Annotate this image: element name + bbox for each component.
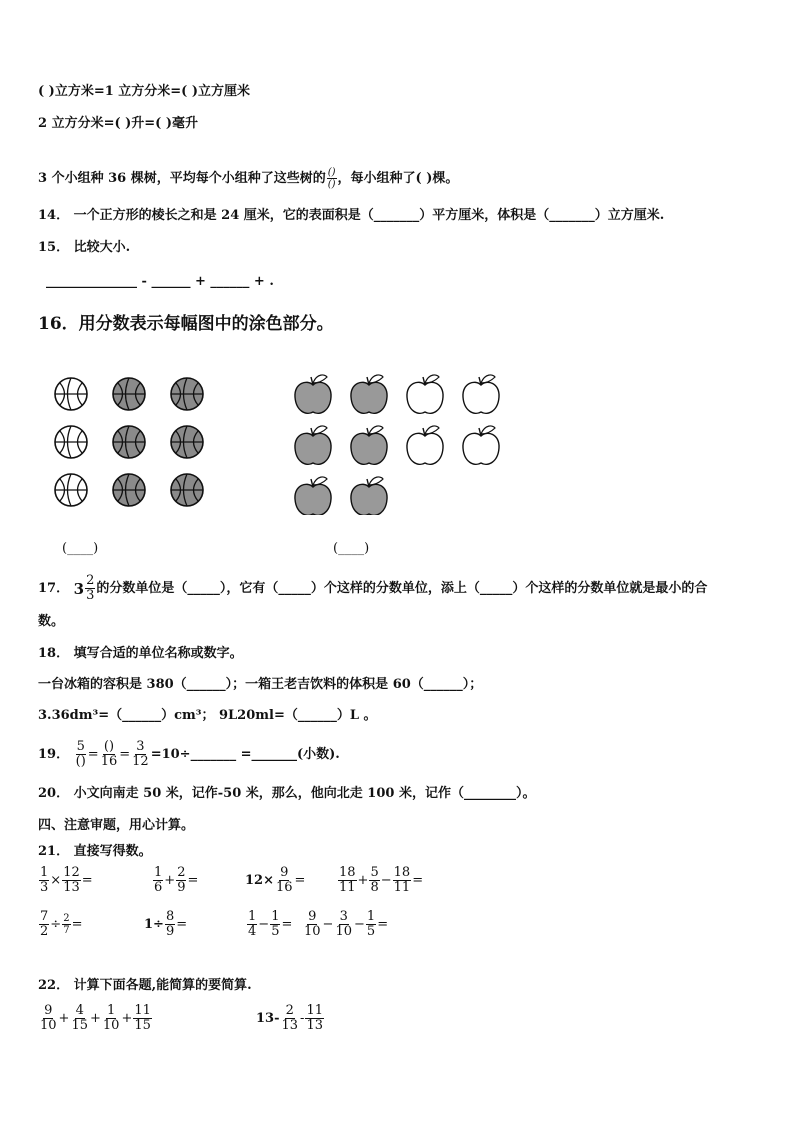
apple-shaded bbox=[295, 477, 331, 515]
apple-shaded bbox=[295, 375, 331, 413]
apple-unshaded bbox=[463, 375, 499, 413]
section-4-title: 四、注意审题，用心计算。 bbox=[38, 818, 195, 833]
basketball-unshaded bbox=[55, 378, 87, 410]
q21-expr-2: $\frac{1}{6}$ + $\frac{2}{9}$ = bbox=[154, 865, 199, 895]
q13-line3-tail: ，每小组种了( )棵。 bbox=[337, 171, 459, 186]
q21-expr-8: $\frac{9}{10}$ − $\frac{3}{10}$ − $\frac{1}{5}$ = bbox=[304, 909, 389, 939]
frac-denominator: 3 bbox=[86, 588, 95, 603]
q19-number: 19． bbox=[38, 747, 70, 762]
basketball-shaded bbox=[171, 474, 203, 506]
basketball-figure bbox=[45, 368, 245, 518]
apple-shaded bbox=[351, 477, 387, 515]
q14-text: 14． 一个正方形的棱长之和是 24 厘米，它的表面积是（_______）平方厘米，体积是（_______）立方厘米. bbox=[38, 208, 665, 223]
q13-line3 bbox=[38, 167, 458, 190]
apple-shaded bbox=[295, 426, 331, 464]
apple-unshaded bbox=[407, 426, 443, 464]
q18-title: 18． 填写合适的单位名称或数字。 bbox=[38, 646, 243, 661]
apple-figure bbox=[285, 365, 515, 515]
basketball-shaded bbox=[113, 474, 145, 506]
basketball-shaded bbox=[171, 378, 203, 410]
frac-denominator: () bbox=[327, 179, 336, 190]
q17-line1 bbox=[38, 574, 707, 603]
q18-line2: 3.36dm³=（______）cm³； 9L20ml=（______）L 。 bbox=[38, 708, 377, 723]
frac-numerator: 3 bbox=[136, 739, 145, 754]
q13-line1: ( )立方米=1 立方分米=( )立方厘米 bbox=[38, 84, 251, 99]
basketball-shaded bbox=[113, 426, 145, 458]
q15-compare-row: ______________ - ______ + ______ + . bbox=[46, 274, 274, 289]
q17-text: 的分数单位是（_____），它有（_____）个这样的分数单位，添上（_____）个这样的分数单位就是最小的合 bbox=[96, 581, 708, 596]
apple-unshaded bbox=[407, 375, 443, 413]
frac-denominator: 12 bbox=[132, 754, 149, 769]
basketball-unshaded bbox=[55, 474, 87, 506]
frac-denominator: 16 bbox=[100, 754, 118, 769]
apple-shaded bbox=[351, 426, 387, 464]
q21-expr-3: 12× $\frac{9}{16}$ = bbox=[245, 865, 306, 895]
q20-text: 20． 小文向南走 50 米，记作-50 米，那么，他向北走 100 米，记作（________）。 bbox=[38, 786, 536, 801]
frac-numerator: () bbox=[327, 167, 336, 178]
q21-expr-4: $\frac{18}{11}$ + $\frac{5}{8}$ − $\frac{18}{11}$ = bbox=[339, 865, 424, 895]
q22-expr-1: $\frac{9}{10}$ + $\frac{4}{15}$ + $\frac{1}{10}$ + $\frac{11}{15}$ bbox=[40, 1003, 151, 1033]
apple-unshaded bbox=[463, 426, 499, 464]
basketball-shaded bbox=[113, 378, 145, 410]
q19-tail: =10÷_______ =_______(小数). bbox=[150, 747, 340, 762]
basketball-unshaded bbox=[55, 426, 87, 458]
q15-title: 15． 比较大小. bbox=[38, 240, 131, 255]
frac-denominator: () bbox=[75, 754, 86, 769]
q16-title: 16．用分数表示每幅图中的涂色部分。 bbox=[38, 314, 334, 334]
frac-numerator: 2 bbox=[86, 573, 95, 588]
q21-expr-1: $\frac{1}{3}$ × $\frac{12}{13}$ = bbox=[40, 865, 93, 895]
q13-line3-text: 3 个小组种 36 棵树，平均每个小组种了这些树的 bbox=[38, 171, 326, 186]
frac-numerator: () bbox=[103, 739, 115, 754]
q17-number: 17． bbox=[38, 581, 70, 596]
q17-line2: 数。 bbox=[38, 614, 65, 629]
q18-line1: 一台冰箱的容积是 380（______）；一箱王老吉饮料的体积是 60（______）； bbox=[38, 677, 483, 692]
mixed-whole: 3 bbox=[73, 579, 85, 598]
frac-numerator: 5 bbox=[76, 739, 85, 754]
q13-line2: 2 立方分米=( )升=( )毫升 bbox=[38, 116, 199, 131]
q16-blank-1: (____) bbox=[62, 541, 99, 556]
q21-expr-6: 1÷ $\frac{8}{9}$ = bbox=[144, 909, 188, 939]
q22-title: 22． 计算下面各题,能简算的要简算. bbox=[38, 978, 252, 993]
basketball-shaded bbox=[171, 426, 203, 458]
apple-shaded bbox=[351, 375, 387, 413]
q21-expr-7: $\frac{1}{4}$ − $\frac{1}{5}$ = bbox=[248, 909, 293, 939]
q21-title: 21． 直接写得数。 bbox=[38, 844, 152, 859]
q21-expr-5: $\frac{7}{2}$ ÷ $\frac{2}{7}$ = bbox=[40, 909, 83, 939]
q16-blank-2: (____) bbox=[333, 541, 370, 556]
q17-mixed-number bbox=[74, 574, 97, 603]
q19-line: 19． $\frac{5}{()}$ = $\frac{()}{16}$ = $\frac{3}{12}$ =10÷_______ =_______(小数). bbox=[38, 739, 340, 769]
q22-expr-2: 13- $\frac{2}{13}$ - $\frac{11}{13}$ bbox=[256, 1003, 323, 1033]
